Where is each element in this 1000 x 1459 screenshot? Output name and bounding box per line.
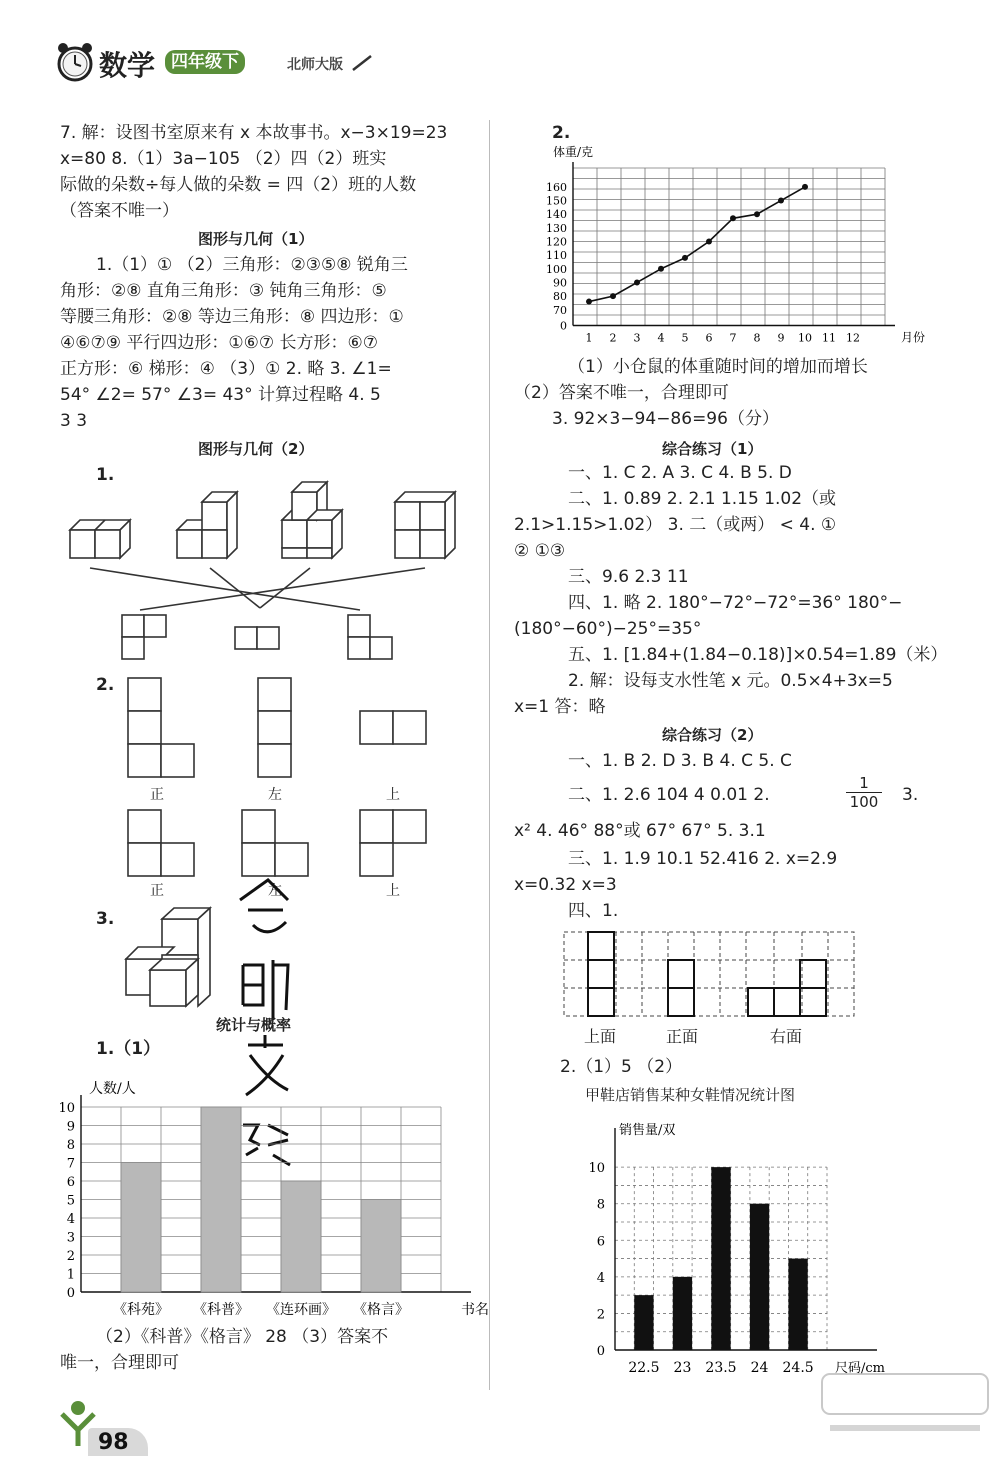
books-bar-chart bbox=[55, 1075, 489, 1318]
y-tick-label: 10 bbox=[58, 1101, 75, 1116]
cube-figure-a bbox=[70, 520, 130, 558]
data-point bbox=[634, 279, 640, 285]
site-watermark bbox=[820, 1372, 990, 1442]
x-tick-label: 6 bbox=[705, 331, 713, 345]
answer-line: 2.（1）5 （2） bbox=[560, 1057, 683, 1077]
fraction bbox=[846, 774, 882, 811]
answer-line: 3 3 bbox=[60, 411, 88, 431]
y-tick-label: 2 bbox=[66, 1249, 75, 1264]
subject-title: 数学 bbox=[99, 50, 156, 81]
data-point bbox=[778, 198, 784, 204]
y-tick-label: 10 bbox=[588, 1161, 605, 1177]
column-divider bbox=[489, 120, 490, 1390]
x-tick-label: 12 bbox=[846, 331, 860, 345]
x-tick-label: 《科普》 bbox=[193, 1302, 249, 1318]
answer-line: ② ①③ bbox=[514, 541, 566, 561]
x-tick-label: 《科苑》 bbox=[113, 1302, 169, 1318]
answer-line: 唯一，合理即可 bbox=[60, 1353, 179, 1373]
x-tick-label: 《格言》 bbox=[353, 1302, 409, 1318]
y-tick-label: 0 bbox=[66, 1286, 75, 1301]
x-tick-label: 10 bbox=[798, 331, 812, 345]
answer-line: 正方形：⑥ 梯形：④ （3）① 2. 略 3. ∠1= bbox=[60, 359, 392, 379]
weight-line-chart bbox=[535, 140, 935, 350]
x-tick-label: 23.5 bbox=[705, 1360, 737, 1376]
y-tick-label: 160 bbox=[546, 180, 567, 194]
data-point bbox=[682, 255, 688, 261]
answer-line: 7. 解：设图书室原来有 x 本故事书。x−3×19=23 bbox=[60, 123, 448, 143]
data-point bbox=[658, 266, 664, 272]
x-tick-label: 1 bbox=[585, 331, 593, 345]
y-tick-label: 8 bbox=[596, 1197, 605, 1213]
view-label: 上 bbox=[386, 787, 400, 803]
x-tick-label: 9 bbox=[777, 331, 785, 345]
three-view-drawings bbox=[120, 675, 480, 875]
cube-figure-q3 bbox=[120, 905, 230, 1015]
y-tick-label: 130 bbox=[546, 221, 567, 235]
y-tick-label: 70 bbox=[553, 303, 567, 317]
x-tick-label: 《连环画》 bbox=[266, 1302, 336, 1318]
data-point bbox=[802, 184, 808, 190]
question-label: 1. bbox=[96, 465, 115, 485]
top-view-shape bbox=[588, 932, 614, 960]
x-tick-label: 23 bbox=[673, 1360, 692, 1376]
bar bbox=[788, 1259, 807, 1350]
answer-line: 二、1. 2.6 104 4 0.01 2. bbox=[568, 785, 770, 805]
view-left-1 bbox=[258, 678, 291, 777]
answer-line: 54° ∠2= 57° ∠3= 43° 计算过程略 4. 5 bbox=[60, 385, 381, 405]
answer-line: （2）答案不唯一，合理即可 bbox=[514, 383, 729, 403]
x-tick-label: 4 bbox=[657, 331, 665, 345]
section-title: 统计与概率 bbox=[216, 1016, 292, 1034]
view-label: 正面 bbox=[666, 1027, 699, 1046]
answer-line: 五、1. [1.84+(1.84−0.18)]×0.54=1.89（米） bbox=[568, 645, 948, 665]
y-tick-label: 150 bbox=[546, 194, 567, 208]
cube-figures bbox=[60, 480, 480, 690]
alarm-clock-icon bbox=[55, 40, 95, 84]
pencil-icon bbox=[351, 52, 373, 72]
x-tick-label: 5 bbox=[681, 331, 689, 345]
view-top-1 bbox=[360, 711, 426, 744]
chart-title: 甲鞋店销售某种女鞋情况统计图 bbox=[585, 1086, 796, 1104]
answer-line: 1.（1）① （2）三角形：②③⑤⑧ 锐角三 bbox=[96, 255, 408, 275]
view-front-1 bbox=[128, 678, 194, 777]
answer-line: x=0.32 x=3 bbox=[514, 875, 617, 895]
y-tick-label: 0 bbox=[596, 1344, 605, 1359]
view-label: 右面 bbox=[770, 1027, 803, 1046]
answer-line: 2. 解：设每支水性笔 x 元。0.5×4+3x=5 bbox=[568, 671, 893, 691]
answer-line: x=1 答：略 bbox=[514, 697, 606, 717]
question-label: 1.（1） bbox=[96, 1039, 161, 1059]
answer-line: x² 4. 46° 88°或 67° 67° 5. 3.1 bbox=[514, 821, 766, 841]
section-title: 综合练习（2） bbox=[662, 726, 763, 744]
edition-label: 北师大版 bbox=[287, 57, 343, 73]
watermark-logo-icon bbox=[820, 1372, 990, 1442]
bar bbox=[281, 1181, 321, 1292]
question-label: 2. bbox=[96, 675, 115, 695]
y-tick-label: 110 bbox=[546, 249, 567, 263]
answer-line: (180°−60°)−25°=35° bbox=[514, 619, 702, 639]
view-label: 正 bbox=[150, 787, 164, 803]
answer-line: x=80 8.（1）3a−105 （2）四（2）班实 bbox=[60, 149, 387, 169]
bar bbox=[121, 1163, 161, 1293]
data-point bbox=[730, 215, 736, 221]
answer-line: 四、1. 略 2. 180°−72°−72°=36° 180°− bbox=[568, 593, 903, 613]
view-label: 上面 bbox=[584, 1027, 617, 1046]
fraction-denominator: 100 bbox=[849, 793, 879, 811]
view-shape-1 bbox=[122, 615, 166, 659]
data-point bbox=[610, 293, 616, 299]
data-line bbox=[589, 187, 805, 302]
y-tick-label: 4 bbox=[66, 1212, 75, 1227]
data-point bbox=[586, 299, 592, 305]
answer-line: （答案不唯一） bbox=[60, 201, 179, 221]
y-tick-label: 100 bbox=[546, 262, 567, 276]
section-title: 综合练习（1） bbox=[662, 440, 763, 458]
bar bbox=[634, 1295, 653, 1350]
y-tick-label: 4 bbox=[596, 1270, 605, 1286]
bar bbox=[750, 1204, 769, 1350]
y-tick-label: 3 bbox=[66, 1230, 75, 1246]
data-point bbox=[706, 239, 712, 245]
y-tick-label: 2 bbox=[596, 1307, 605, 1323]
y-tick-label: 6 bbox=[66, 1175, 75, 1190]
bar bbox=[201, 1107, 241, 1292]
answer-line: 际做的朵数÷每人做的朵数 = 四（2）班的人数 bbox=[60, 175, 417, 195]
cube-figure-b bbox=[177, 492, 237, 558]
answer-line: （2）《科普》《格言》 28 （3）答案不 bbox=[96, 1327, 389, 1347]
y-axis-label: 人数/人 bbox=[89, 1081, 136, 1097]
y-tick-label: 7 bbox=[66, 1156, 75, 1172]
y-tick-label: 0 bbox=[560, 319, 567, 333]
x-tick-label: 22.5 bbox=[628, 1360, 660, 1376]
view-label: 上 bbox=[386, 883, 400, 899]
right-view-shape bbox=[748, 988, 774, 1016]
x-tick-label: 7 bbox=[729, 331, 737, 345]
view-label: 左 bbox=[268, 787, 282, 803]
answer-line: 三、9.6 2.3 11 bbox=[568, 567, 689, 587]
section-title: 图形与几何（2） bbox=[198, 440, 314, 458]
y-tick-label: 140 bbox=[546, 208, 567, 222]
shoe-sales-bar-chart bbox=[575, 1118, 905, 1378]
view-label: 左 bbox=[268, 883, 282, 899]
answer-line: 角形：②⑧ 直角三角形：③ 钝角三角形：⑤ bbox=[60, 281, 387, 301]
fraction-numerator: 1 bbox=[846, 774, 882, 793]
view-front-2 bbox=[128, 810, 194, 876]
header bbox=[55, 38, 385, 88]
y-tick-label: 120 bbox=[546, 235, 567, 249]
x-tick-label: 11 bbox=[822, 331, 836, 345]
bar bbox=[361, 1200, 401, 1293]
view-shape-2 bbox=[235, 627, 279, 649]
x-tick-label: 24.5 bbox=[782, 1360, 814, 1376]
x-tick-label: 2 bbox=[609, 331, 617, 345]
bar bbox=[673, 1277, 692, 1350]
data-point bbox=[754, 211, 760, 217]
answer-line: 三、1. 1.9 10.1 52.416 2. x=2.9 bbox=[568, 849, 838, 869]
y-tick-label: 9 bbox=[66, 1119, 75, 1135]
view-top-2 bbox=[360, 810, 426, 876]
view-shape-3 bbox=[348, 615, 392, 659]
view-label: 正 bbox=[150, 883, 164, 899]
answer-line: 等腰三角形：②⑧ 等边三角形：⑧ 四边形：① bbox=[60, 307, 404, 327]
y-tick-label: 1 bbox=[66, 1267, 75, 1283]
y-tick-label: 80 bbox=[553, 290, 567, 304]
page-number: 98 bbox=[98, 1430, 129, 1455]
cube-figure-c bbox=[282, 482, 342, 558]
y-tick-label: 6 bbox=[596, 1234, 605, 1250]
answer-line: 2.1>1.15>1.02） 3. 二（或两） < 4. ① bbox=[514, 515, 837, 535]
x-tick-label: 24 bbox=[750, 1360, 769, 1376]
front-view-shape bbox=[668, 960, 694, 988]
x-tick-label: 3 bbox=[633, 331, 641, 345]
question-label: 3. bbox=[96, 909, 115, 929]
section-title: 图形与几何（1） bbox=[198, 230, 314, 248]
x-axis-label: 月份 bbox=[901, 330, 926, 345]
y-axis-label: 销售量/双 bbox=[619, 1123, 676, 1138]
answer-line: 3. 92×3−94−86=96（分） bbox=[552, 409, 779, 429]
bar bbox=[711, 1167, 730, 1350]
answer-line: （1）小仓鼠的体重随时间的增加而增长 bbox=[568, 357, 868, 377]
answer-line: 二、1. 0.89 2. 2.1 1.15 1.02（或 bbox=[568, 489, 837, 509]
y-tick-label: 90 bbox=[553, 276, 567, 290]
cube-figure-d bbox=[395, 492, 455, 558]
y-axis-label: 体重/克 bbox=[553, 145, 594, 159]
dashed-grid-views bbox=[562, 928, 862, 1028]
grade-badge: 四年级下 bbox=[165, 50, 245, 74]
answer-line: 3. bbox=[902, 785, 919, 805]
y-tick-label: 8 bbox=[66, 1138, 75, 1153]
answer-line: 四、1. bbox=[568, 901, 619, 921]
answer-line: 一、1. B 2. D 3. B 4. C 5. C bbox=[568, 751, 792, 771]
view-left-2 bbox=[242, 810, 308, 876]
question-label: 2. bbox=[552, 123, 571, 143]
answer-line: ④⑥⑦⑨ 平行四边形：①⑥⑦ 长方形：⑥⑦ bbox=[60, 333, 378, 353]
x-axis-label: 尺码/cm bbox=[835, 1361, 885, 1376]
x-axis-label: 书名 bbox=[461, 1302, 489, 1318]
x-tick-label: 8 bbox=[753, 331, 761, 345]
answer-line: 一、1. C 2. A 3. C 4. B 5. D bbox=[568, 463, 792, 483]
y-tick-label: 5 bbox=[66, 1193, 75, 1209]
